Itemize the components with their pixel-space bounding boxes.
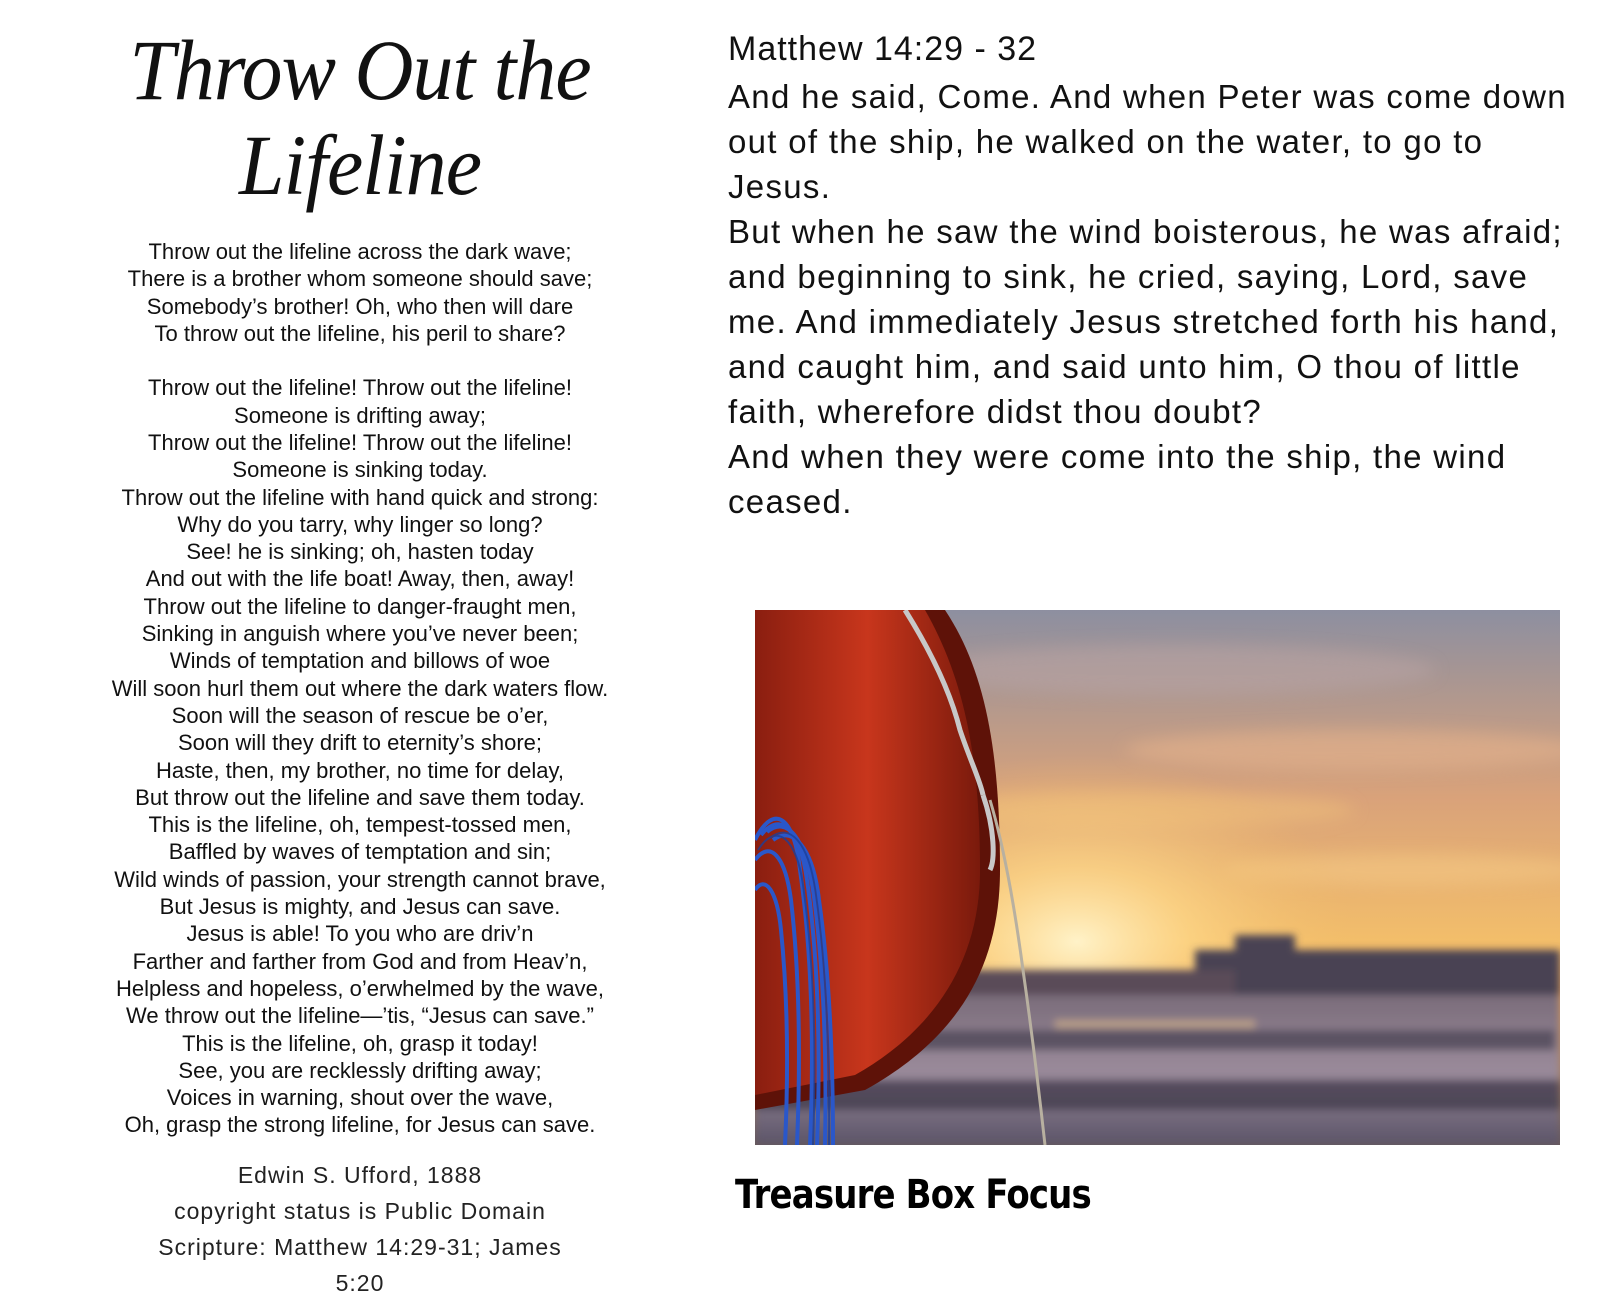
hymn-title: Throw Out the Lifeline [129,22,591,213]
lyric-line: But Jesus is mighty, and Jesus can save. [159,894,561,920]
stanza-gap [60,347,660,374]
lyric-line: Sinking in anguish where you’ve never been; [141,621,579,647]
lyric-line: See! he is sinking; oh, hasten today [186,539,534,565]
lyric-line: Baffled by waves of temptation and sin; [168,839,552,865]
lyric-line: Throw out the lifeline across the dark wave; [148,239,572,265]
lyric-line: Will soon hurl them out where the dark waters flow. [111,675,609,701]
lyric-line: Throw out the lifeline! Throw out the lifeline! [148,375,572,401]
stanza-2 [60,374,660,1138]
life-ring-sunset-image [755,610,1560,1145]
lyric-line: Throw out the lifeline with hand quick and strong: [121,484,599,510]
lyric-line: To throw out the lifeline, his peril to share? [154,321,566,347]
lyric-line: But throw out the lifeline and save them today. [135,784,585,810]
passage-text [728,74,1568,524]
verse: And when they were come into the ship, the wind ceased. [728,438,1507,520]
hymn-credits [60,1157,660,1301]
lyric-line: Soon will the season of rescue be o’er, [171,702,549,728]
passage-reference: Matthew 14:29 - 32 [728,30,1038,68]
lyric-line: Soon will they drift to eternity’s shore; [178,730,542,756]
lyric-line: We throw out the lifeline—’tis, “Jesus can save.” [126,1003,594,1029]
copyright-line: copyright status is Public Domain [174,1197,546,1224]
lyric-line: And out with the life boat! Away, then, away! [145,566,575,592]
verse: But when he saw the wind boisterous, he was afraid; and beginning to sink, he cried, saying, Lord, save me. And immediately Jesus stretched forth his hand, and caught him, and said unto him, O thou of little faith, wherefore didst thou doubt? [728,213,1563,430]
stanza-1 [60,238,660,347]
lyric-line: Why do you tarry, why linger so long? [177,511,543,537]
lyric-line: See, you are recklessly drifting away; [178,1057,542,1083]
scripture-column [728,28,1568,524]
lyric-line: Winds of temptation and billows of woe [169,648,551,674]
lyric-line: This is the lifeline, oh, grasp it today! [182,1030,538,1056]
lyric-line: Throw out the lifeline to danger-fraught men, [143,593,577,619]
lyric-line: Wild winds of passion, your strength cannot brave, [114,866,606,892]
lyric-line: There is a brother whom someone should save; [127,266,593,292]
lyric-line: Voices in warning, shout over the wave, [166,1085,554,1111]
verse: And he said, Come. And when Peter was come down out of the ship, he walked on the water, to go to Jesus. [728,78,1567,205]
lyric-line: Throw out the lifeline! Throw out the lifeline! [148,429,572,455]
scripture-reference-line: Scripture: Matthew 14:29-31; James 5:20 [158,1233,562,1296]
lyric-line: Helpless and hopeless, o’erwhelmed by the wave, [116,975,604,1001]
hymn-column [60,15,660,1301]
lyric-line: Someone is drifting away; [234,402,486,428]
lyric-line: Farther and farther from God and from Heav’n, [132,948,588,974]
lyric-line: Haste, then, my brother, no time for delay, [155,757,564,783]
lyric-line: Oh, grasp the strong lifeline, for Jesus can save. [124,1112,596,1138]
brand-logo-text: Treasure Box Focus [735,1172,1091,1218]
life-ring-photo [755,610,1560,1145]
lyric-line: Someone is sinking today. [232,457,488,483]
lyric-line: Somebody’s brother! Oh, who then will dare [146,293,574,319]
lyric-line: Jesus is able! To you who are driv’n [186,921,534,947]
author-line: Edwin S. Ufford, 1888 [237,1161,483,1188]
lyric-line: This is the lifeline, oh, tempest-tossed men, [148,812,572,838]
